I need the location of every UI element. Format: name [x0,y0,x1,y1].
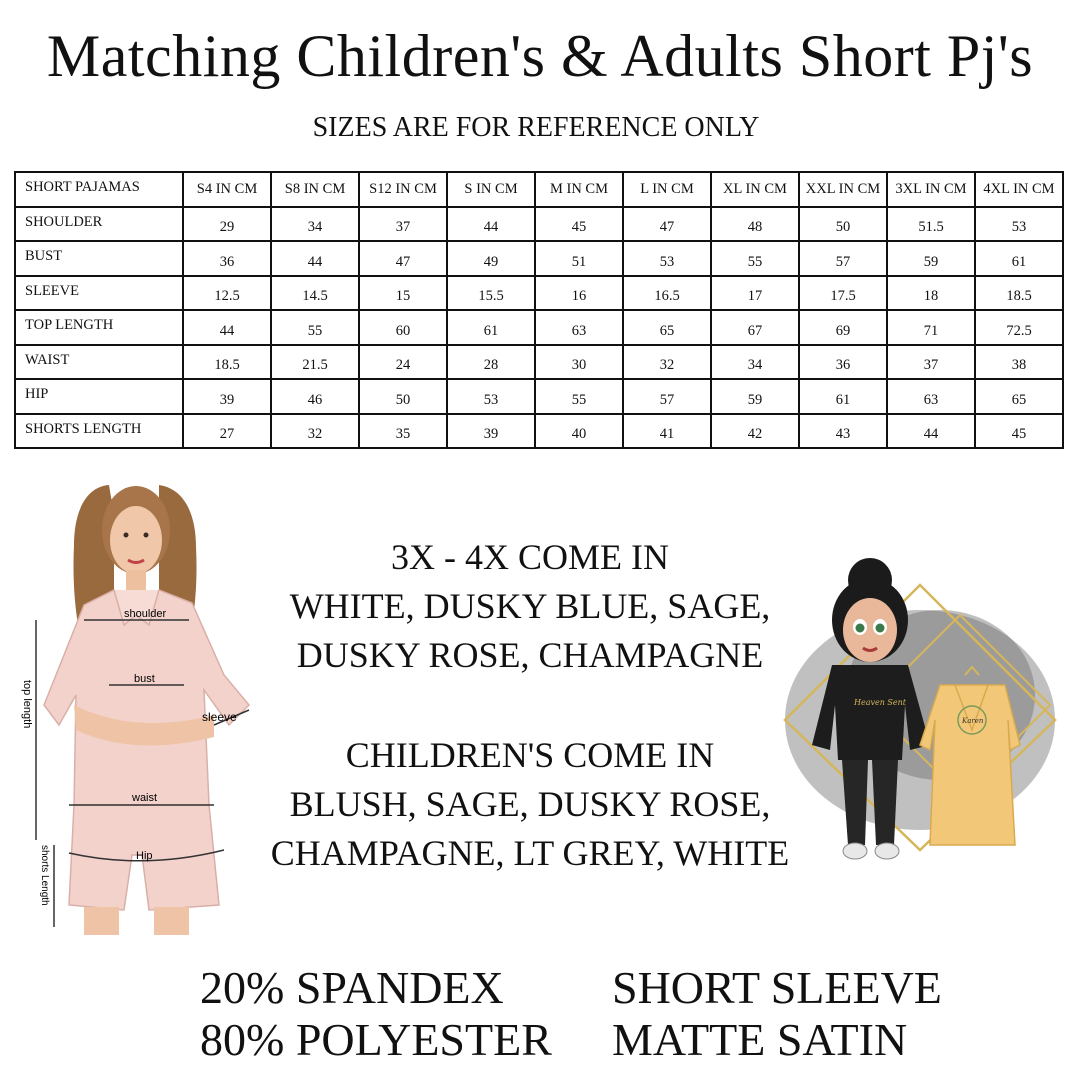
children-colors-line: CHAMPAGNE, LT GREY, WHITE [270,833,790,873]
row-label: SHORTS LENGTH [15,414,183,449]
page-subtitle: SIZES ARE FOR REFERENCE ONLY [312,112,760,143]
model-measurement-photo [14,475,264,935]
fabric-line: SHORT SLEEVE [612,962,942,1013]
table-cell: 59 [711,379,799,414]
fabric-line: 80% POLYESTER [200,1014,552,1065]
table-cell: 63 [535,310,623,345]
children-colors-line: CHILDREN'S COME IN [345,735,715,775]
table-cell: 42 [711,414,799,449]
table-cell: 40 [535,414,623,449]
adult-colors-text [240,533,820,680]
table-cell: 44 [271,241,359,276]
table-cell: 57 [623,379,711,414]
table-cell: 39 [447,414,535,449]
table-cell: 35 [359,414,447,449]
table-cell: 61 [975,241,1063,276]
table-cell: 39 [183,379,271,414]
table-cell: 59 [887,241,975,276]
table-cell: 55 [535,379,623,414]
table-cell: 45 [535,207,623,242]
table-header-label: SHORT PAJAMAS [15,172,183,207]
table-cell: 47 [623,207,711,242]
table-cell: 15 [359,276,447,311]
table-cell: 49 [447,241,535,276]
fabric-composition [200,962,552,1066]
table-header-size: S4 IN CM [183,172,271,207]
table-header-size: XL IN CM [711,172,799,207]
table-cell: 27 [183,414,271,449]
table-cell: 18 [887,276,975,311]
table-cell: 24 [359,345,447,380]
table-cell: 72.5 [975,310,1063,345]
table-cell: 57 [799,241,887,276]
hoodie-script: Heaven Sent [854,698,907,707]
table-cell: 65 [623,310,711,345]
table-cell: 15.5 [447,276,535,311]
table-cell: 69 [799,310,887,345]
table-cell: 47 [359,241,447,276]
table-cell: 67 [711,310,799,345]
shoulder-label: shoulder [124,608,167,620]
table-cell: 17.5 [799,276,887,311]
table-cell: 12.5 [183,276,271,311]
table-cell: 32 [623,345,711,380]
table-row [15,207,1063,242]
adult-colors-line: 3X - 4X COME IN [391,537,669,577]
row-label: WAIST [15,345,183,380]
adult-colors-line: DUSKY ROSE, CHAMPAGNE [296,635,764,675]
row-label: BUST [15,241,183,276]
table-header-size: XXL IN CM [799,172,887,207]
table-cell: 32 [271,414,359,449]
table-row [15,310,1063,345]
table-cell: 65 [975,379,1063,414]
fabric-line: MATTE SATIN [612,1014,908,1065]
table-cell: 44 [183,310,271,345]
table-cell: 41 [623,414,711,449]
table-cell: 53 [447,379,535,414]
table-cell: 71 [887,310,975,345]
table-cell: 30 [535,345,623,380]
row-label: HIP [15,379,183,414]
table-cell: 29 [183,207,271,242]
table-header-size: S IN CM [447,172,535,207]
table-cell: 17 [711,276,799,311]
table-cell: 44 [447,207,535,242]
table-header-size: S12 IN CM [359,172,447,207]
table-cell: 53 [975,207,1063,242]
table-cell: 55 [711,241,799,276]
girl-robe-illustration [770,545,1070,875]
table-cell: 43 [799,414,887,449]
table-cell: 61 [447,310,535,345]
table-cell: 21.5 [271,345,359,380]
table-cell: 50 [799,207,887,242]
page-title: Matching Children's & Adults Short Pj's [46,23,1034,89]
table-cell: 37 [359,207,447,242]
fabric-style [612,962,942,1066]
top-length-label: top length [21,680,33,729]
table-cell: 38 [975,345,1063,380]
waist-label: waist [132,792,158,804]
hip-label: Hip [136,850,153,862]
table-cell: 55 [271,310,359,345]
table-cell: 34 [711,345,799,380]
table-cell: 18.5 [975,276,1063,311]
table-header-size: 4XL IN CM [975,172,1063,207]
size-chart-table [14,171,1064,449]
table-cell: 36 [799,345,887,380]
adult-colors-line: WHITE, DUSKY BLUE, SAGE, [289,586,771,626]
table-header-size: L IN CM [623,172,711,207]
row-label: TOP LENGTH [15,310,183,345]
table-cell: 51 [535,241,623,276]
table-cell: 37 [887,345,975,380]
table-cell: 51.5 [887,207,975,242]
table-header-row [15,172,1063,207]
table-body [15,207,1063,449]
table-cell: 34 [271,207,359,242]
table-cell: 45 [975,414,1063,449]
table-cell: 36 [183,241,271,276]
children-colors-line: BLUSH, SAGE, DUSKY ROSE, [289,784,771,824]
table-cell: 61 [799,379,887,414]
table-cell: 16.5 [623,276,711,311]
table-header-size: 3XL IN CM [887,172,975,207]
table-cell: 46 [271,379,359,414]
table-cell: 48 [711,207,799,242]
table-cell: 44 [887,414,975,449]
row-label: SLEEVE [15,276,183,311]
table-row [15,276,1063,311]
table-row [15,241,1063,276]
shorts-length-label: shorts Length [39,845,50,906]
children-colors-text [240,731,820,878]
table-cell: 28 [447,345,535,380]
robe-script: Karen [962,717,984,725]
table-header-size: S8 IN CM [271,172,359,207]
table-cell: 63 [887,379,975,414]
table-cell: 16 [535,276,623,311]
table-cell: 50 [359,379,447,414]
table-cell: 53 [623,241,711,276]
table-row [15,379,1063,414]
table-cell: 18.5 [183,345,271,380]
table-row [15,345,1063,380]
sleeve-label: sleeve [202,710,237,724]
row-label: SHOULDER [15,207,183,242]
bust-label: bust [134,673,155,685]
table-cell: 14.5 [271,276,359,311]
table-cell: 60 [359,310,447,345]
fabric-line: 20% SPANDEX [200,962,504,1013]
table-header-size: M IN CM [535,172,623,207]
table-row [15,414,1063,449]
